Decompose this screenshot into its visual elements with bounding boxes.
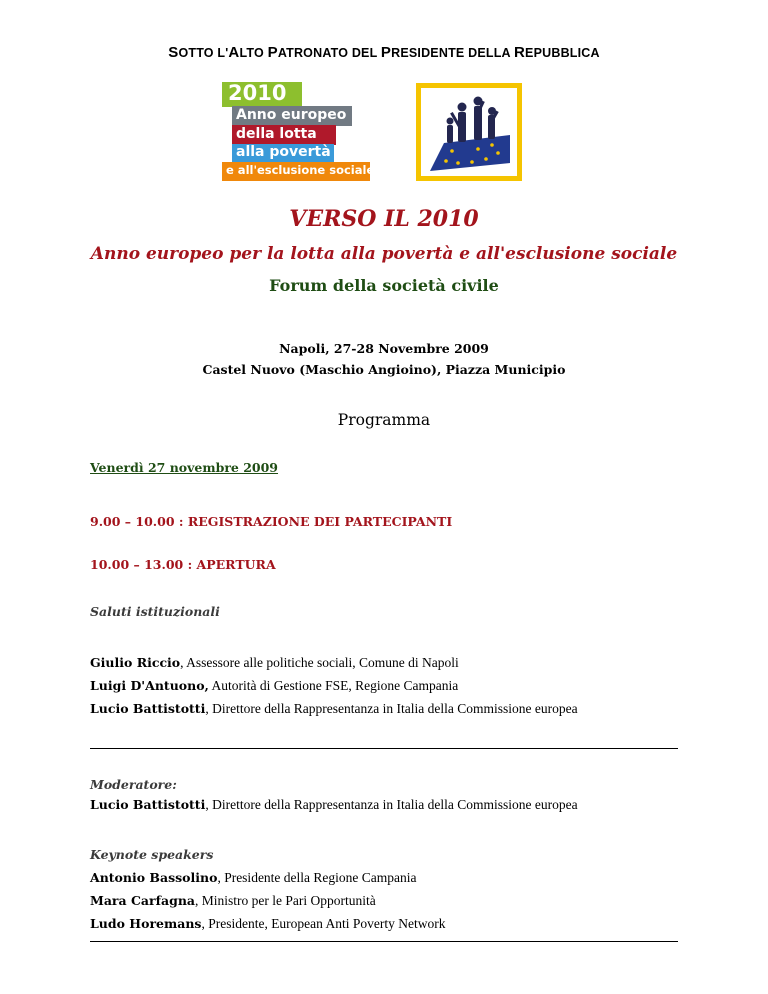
logo-line-3: alla povertà	[232, 144, 334, 162]
page-subtitle: Anno europeo per la lotta alla povertà e all'esclusione sociale	[90, 244, 678, 264]
forum-heading: Forum della società civile	[269, 276, 499, 295]
event-place: Castel Nuovo (Maschio Angioino), Piazza Municipio	[202, 362, 566, 377]
speaker-line: Mara Carfagna, Ministro per le Pari Opportunità	[90, 893, 376, 908]
programma-heading: Programma	[337, 411, 431, 429]
keynote-heading: Keynote speakers	[90, 847, 214, 862]
page-title: VERSO IL 2010	[289, 206, 479, 232]
logo-line-1: Anno europeo	[232, 106, 352, 126]
eu-people-logo	[416, 83, 522, 181]
speaker-line: Luigi D'Antuono, Autorità di Gestione FSE, Regione Campania	[90, 678, 459, 693]
divider	[90, 941, 678, 942]
logo-year: 2010	[222, 82, 302, 107]
session-registrazione: 9.00 – 10.00 : REGISTRAZIONE DEI PARTECIPANTI	[90, 514, 453, 529]
divider	[90, 748, 678, 749]
event-date: Napoli, 27-28 Novembre 2009	[279, 341, 489, 356]
speaker-line: Lucio Battistotti, Direttore della Rappresentanza in Italia della Commissione europea	[90, 701, 578, 716]
logo-line-2: della lotta	[232, 125, 336, 145]
moderatore-heading: Moderatore:	[90, 777, 177, 792]
patronato-header: SOTTO L'ALTO PATRONATO DEL PRESIDENTE DELLA REPUBBLICA	[168, 44, 600, 61]
saluti-heading: Saluti istituzionali	[90, 604, 220, 619]
speaker-line: Ludo Horemans, Presidente, European Anti Poverty Network	[90, 916, 446, 931]
speaker-line: Lucio Battistotti, Direttore della Rappresentanza in Italia della Commissione europea	[90, 797, 578, 812]
logo-line-4: e all'esclusione sociale	[222, 162, 370, 181]
session-apertura: 10.00 – 13.00 : APERTURA	[90, 557, 276, 572]
day-heading: Venerdì 27 novembre 2009	[90, 460, 279, 475]
speaker-line: Giulio Riccio, Assessore alle politiche sociali, Comune di Napoli	[90, 655, 459, 670]
eu-people-icon	[416, 83, 522, 181]
anno-europeo-logo	[222, 81, 375, 182]
speaker-line: Antonio Bassolino, Presidente della Regione Campania	[90, 870, 417, 885]
